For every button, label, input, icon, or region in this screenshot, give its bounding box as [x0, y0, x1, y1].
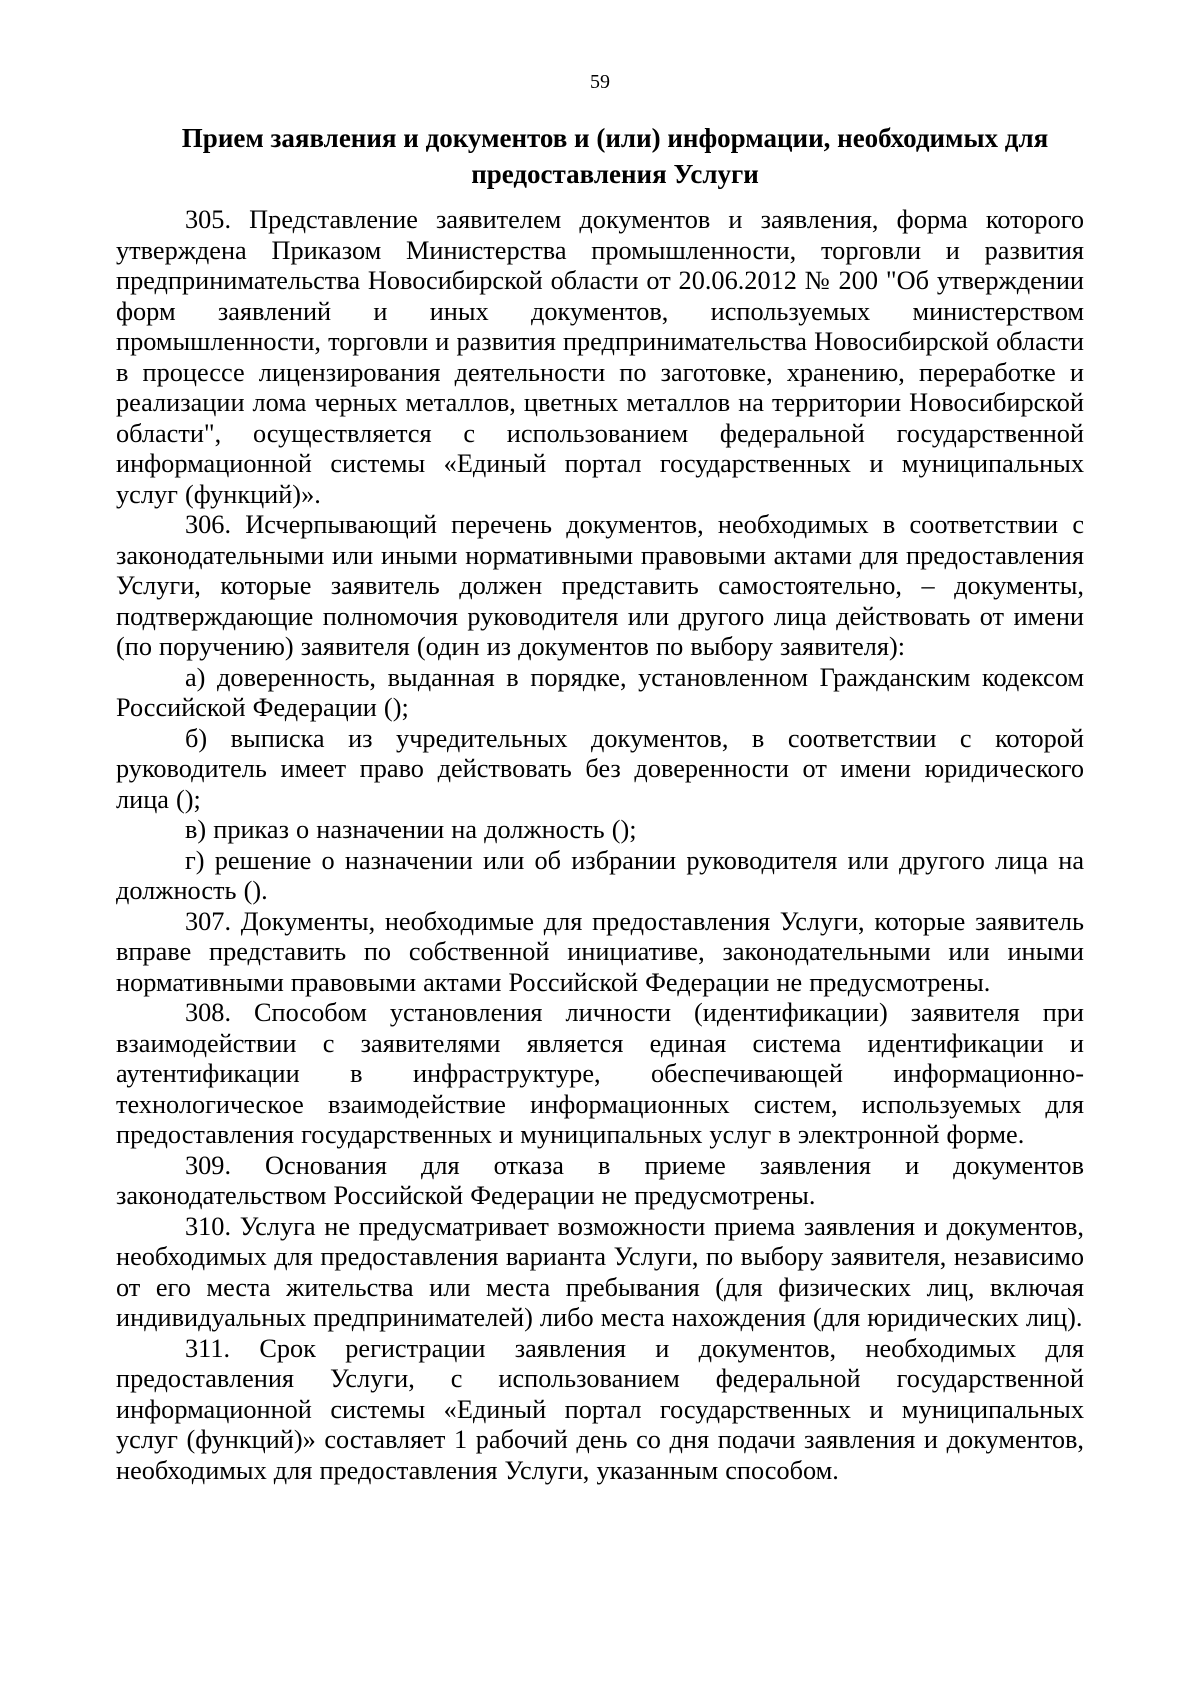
list-item-a: а) доверенность, выданная в порядке, установленном Гражданским кодексом Российской Федерации (); [116, 662, 1084, 722]
paragraph-309: 309. Основания для отказа в приеме заявления и документов законодательством Российской Федерации не предусмотрены. [116, 1150, 1084, 1210]
paragraph-310: 310. Услуга не предусматривает возможности приема заявления и документов, необходимых для предоставления варианта Услуги, по выбору заявителя, независимо от его места жительства или места пребывания (для физических лиц, включая индивидуальных предпринимателей) либо места нахождения (для юридических лиц). [116, 1211, 1084, 1332]
page-number: 59 [590, 71, 610, 93]
document-body [116, 205, 1084, 1486]
paragraph-305: 305. Представление заявителем документов и заявления, форма которого утверждена Приказом Министерства промышленности, торговли и развития предпринимательства Новосибирской области от 20.06.2012 № 200 "Об утверждении форм заявлений и иных документов, используемых министерством промышленности, торговли и развития предпринимательства Новосибирской области в процессе лицензирования деятельности по заготовке, хранению, переработке и реализации лома черных металлов, цветных металлов на территории Новосибирской области", осуществляется с использованием федеральной государственной информационной системы «Единый портал государственных и муниципальных услуг (функций)». [116, 205, 1084, 509]
paragraph-307: 307. Документы, необходимые для предоставления Услуги, которые заявитель вправе представить по собственной инициативе, законодательными или иными нормативными правовыми актами Российской Федерации не предусмотрены. [116, 906, 1084, 997]
paragraph-308: 308. Способом установления личности (идентификации) заявителя при взаимодействии с заявителями является единая система идентификации и аутентификации в инфраструктуре, обеспечивающей информационно-технологическое взаимодействие информационных систем, используемых для предоставления государственных и муниципальных услуг в электронной форме. [116, 998, 1084, 1149]
paragraph-311: 311. Срок регистрации заявления и документов, необходимых для предоставления Услуги, с использованием федеральной государственной информационной системы «Единый портал государственных и муниципальных услуг (функций)» составляет 1 рабочий день со дня подачи заявления и документов, необходимых для предоставления Услуги, указанным способом. [116, 1333, 1084, 1485]
list-item-v: в) приказ о назначении на должность (); [185, 815, 637, 844]
paragraph-306: 306. Исчерпывающий перечень документов, необходимых в соответствии с законодательными или иными нормативными правовыми актами для предоставления Услуги, которые заявитель должен представить самостоятельно, – документы, подтверждающие полномочия руководителя или другого лица действовать от имени (по поручению) заявителя (один из документов по выбору заявителя): [116, 510, 1084, 661]
list-item-b: б) выписка из учредительных документов, в соответствии с которой руководитель имеет право действовать без доверенности от имени юридического лица (); [116, 723, 1084, 814]
list-item-g: г) решение о назначении или об избрании руководителя или другого лица на должность (). [116, 845, 1084, 905]
section-heading: Прием заявления и документов и (или) информации, необходимых для предоставления Услуги [181, 123, 1049, 189]
